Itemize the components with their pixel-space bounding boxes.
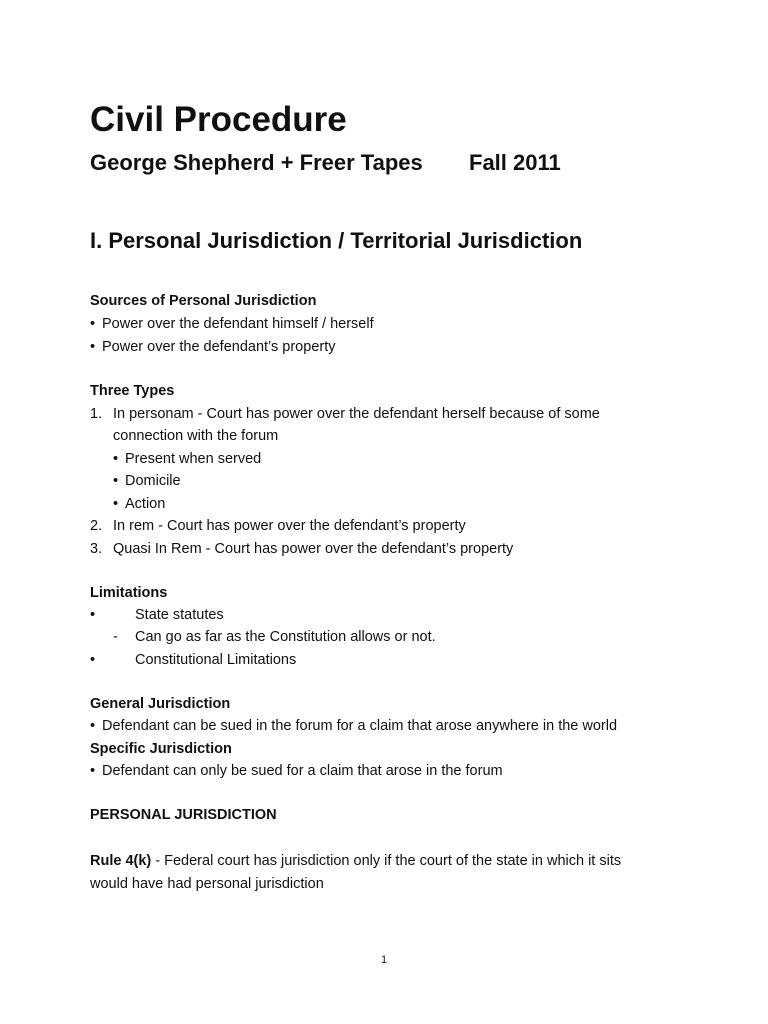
- bullet-icon: •: [113, 473, 119, 489]
- document-title: Civil Procedure: [90, 100, 347, 139]
- limitations-subitem-1: Can go as far as the Constitution allows or not.: [135, 629, 436, 645]
- list-number-3: 3.: [90, 541, 103, 557]
- bullet-text: Defendant can be sued in the forum for a claim that arose anywhere in the world: [102, 718, 618, 734]
- subitem-bullet-2: [113, 471, 181, 491]
- general-jurisdiction-heading: General Jurisdiction: [90, 696, 231, 712]
- list-number-1: 1.: [90, 406, 103, 422]
- bullet-icon: •: [90, 652, 96, 668]
- document-subtitle: George Shepherd + Freer Tapes: [90, 150, 423, 175]
- general-jurisdiction-bullet: [90, 716, 617, 736]
- rule-text: - Federal court has jurisdiction only if the court of the state in which it sits: [151, 853, 622, 869]
- subitem-bullet-3: [113, 494, 165, 514]
- bullet-text: Present when served: [125, 451, 262, 467]
- three-types-heading: Three Types: [90, 383, 175, 399]
- sources-bullet-1: [90, 314, 374, 334]
- bullet-text: Action: [125, 496, 166, 512]
- bullet-icon: •: [90, 607, 96, 623]
- limitations-item-1: State statutes: [135, 607, 224, 623]
- bullet-icon: •: [90, 316, 96, 332]
- rule-label: Rule 4(k): [90, 853, 152, 869]
- subitem-bullet-1: [113, 449, 261, 469]
- three-types-item-1-line-1: In personam - Court has power over the defendant herself because of some: [113, 406, 600, 422]
- bullet-icon: •: [113, 451, 119, 467]
- bullet-text: Power over the defendant’s property: [102, 339, 336, 355]
- list-number-2: 2.: [90, 518, 103, 534]
- bullet-text: Domicile: [125, 473, 181, 489]
- document-term: Fall 2011: [469, 150, 561, 175]
- three-types-item-2: In rem - Court has power over the defendant’s property: [113, 518, 466, 534]
- specific-jurisdiction-bullet: [90, 761, 503, 781]
- personal-jurisdiction-heading: PERSONAL JURISDICTION: [90, 807, 277, 823]
- sources-heading: Sources of Personal Jurisdiction: [90, 293, 317, 309]
- bullet-icon: •: [113, 496, 119, 512]
- limitations-item-2: Constitutional Limitations: [135, 652, 297, 668]
- rule-4k-line-2: would have had personal jurisdiction: [90, 876, 324, 892]
- specific-jurisdiction-heading: Specific Jurisdiction: [90, 741, 232, 757]
- bullet-icon: •: [90, 763, 96, 779]
- bullet-text: Power over the defendant himself / herself: [102, 316, 374, 332]
- bullet-text: Defendant can only be sued for a claim that arose in the forum: [102, 763, 503, 779]
- sources-bullet-2: [90, 337, 336, 357]
- three-types-item-3: Quasi In Rem - Court has power over the defendant’s property: [113, 541, 514, 557]
- bullet-icon: •: [90, 718, 96, 734]
- three-types-item-1-line-2: connection with the forum: [113, 428, 279, 444]
- bullet-icon: •: [90, 339, 96, 355]
- dash-marker: -: [113, 629, 118, 645]
- page-number: 1: [380, 954, 388, 966]
- rule-4k-line-1: [90, 851, 621, 871]
- section-heading: I. Personal Jurisdiction / Territorial Jurisdiction: [90, 228, 583, 253]
- limitations-heading: Limitations: [90, 585, 168, 601]
